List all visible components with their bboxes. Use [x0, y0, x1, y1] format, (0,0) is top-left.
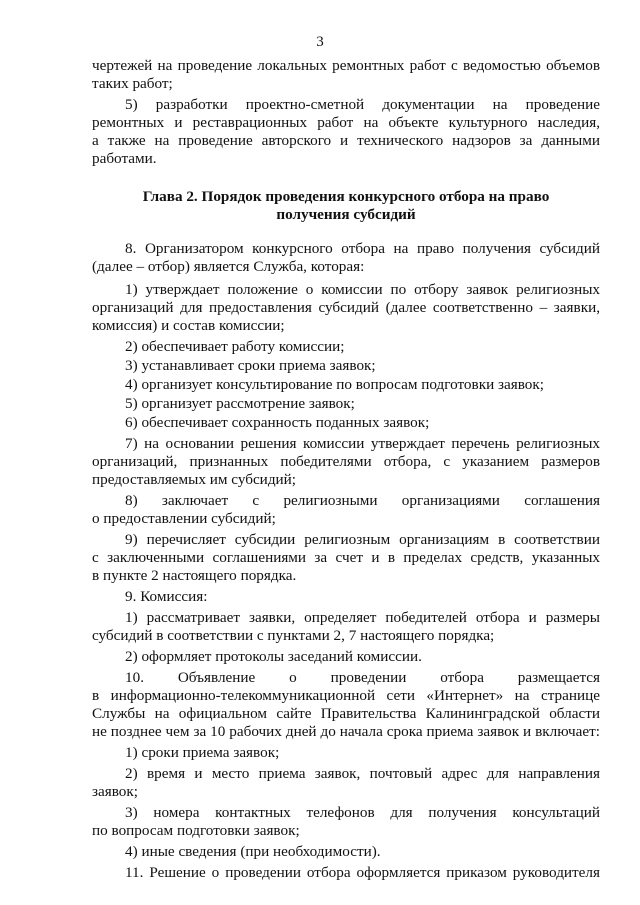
- text-line: по вопросам подготовки заявок;: [92, 822, 300, 839]
- text-line: 8) заключает с религиозными организациями соглашения: [125, 492, 600, 509]
- text-line: о предоставлении субсидий;: [92, 510, 276, 527]
- text-line: (далее – отбор) является Служба, которая:: [92, 258, 365, 275]
- text-line: 11. Решение о проведении отбора оформляется приказом руководителя: [125, 864, 600, 881]
- text-line: комиссия) и состав комиссии;: [92, 317, 285, 334]
- text-line: Службы на официальном сайте Правительства Калининградской области: [92, 705, 600, 722]
- text-line: 3) номера контактных телефонов для получения консультаций: [125, 804, 600, 821]
- text-line: организаций для предоставления субсидий (далее соответственно – заявки,: [92, 299, 600, 316]
- text-line: 4) организует консультирование по вопросам подготовки заявок;: [125, 376, 544, 393]
- text-line: субсидий в соответствии с пунктами 2, 7 настоящего порядка;: [92, 627, 495, 644]
- text-line: ремонтных и реставрационных работ на объекте культурного наследия,: [92, 114, 600, 131]
- text-line: таких работ;: [92, 75, 173, 92]
- text-line: 9. Комиссия:: [125, 588, 208, 605]
- text-line: 9) перечисляет субсидии религиозным организациям в соответствии: [125, 531, 600, 548]
- text-line: 8. Организатором конкурсного отбора на право получения субсидий: [125, 240, 600, 257]
- text-line: 1) сроки приема заявок;: [125, 744, 280, 761]
- text-line: организаций, признанных победителями отбора, с указанием размеров: [92, 453, 600, 470]
- text-line: 2) время и место приема заявок, почтовый адрес для направления: [125, 765, 600, 782]
- text-line: 1) рассматривает заявки, определяет победителей отбора и размеры: [125, 609, 600, 626]
- text-line: не позднее чем за 10 рабочих дней до начала срока приема заявок и включает:: [92, 723, 600, 740]
- text-line: 10. Объявление о проведении отбора размещается: [125, 669, 600, 686]
- text-line: работами.: [92, 150, 157, 167]
- text-line: а также на проведение авторского и технического надзоров за данными: [92, 132, 600, 149]
- text-line: 2) оформляет протоколы заседаний комиссии.: [125, 648, 422, 665]
- text-line: чертежей на проведение локальных ремонтных работ с ведомостью объемов: [92, 57, 600, 74]
- text-line: в пункте 2 настоящего порядка.: [92, 567, 297, 584]
- text-line: 2) обеспечивает работу комиссии;: [125, 338, 345, 355]
- text-line: 4) иные сведения (при необходимости).: [125, 843, 381, 860]
- text-line: 6) обеспечивает сохранность поданных заявок;: [125, 414, 430, 431]
- text-line: 5) организует рассмотрение заявок;: [125, 395, 355, 412]
- chapter-heading-line: Глава 2. Порядок проведения конкурсного отбора на право: [142, 188, 550, 205]
- text-line: 3) устанавливает сроки приема заявок;: [125, 357, 376, 374]
- text-line: 5) разработки проектно-сметной документации на проведение: [125, 96, 600, 113]
- chapter-heading-line: получения субсидий: [276, 206, 416, 223]
- text-line: 7) на основании решения комиссии утверждает перечень религиозных: [125, 435, 600, 452]
- text-line: предоставляемых им субсидий;: [92, 471, 297, 488]
- text-line: заявок;: [92, 783, 138, 800]
- text-line: в информационно-телекоммуникационной сети «Интернет» на странице: [92, 687, 600, 704]
- text-line: 1) утверждает положение о комиссии по отбору заявок религиозных: [125, 281, 600, 298]
- page-number: 3: [316, 34, 324, 50]
- text-line: с заключенными соглашениями за счет и в пределах средств, указанных: [92, 549, 600, 566]
